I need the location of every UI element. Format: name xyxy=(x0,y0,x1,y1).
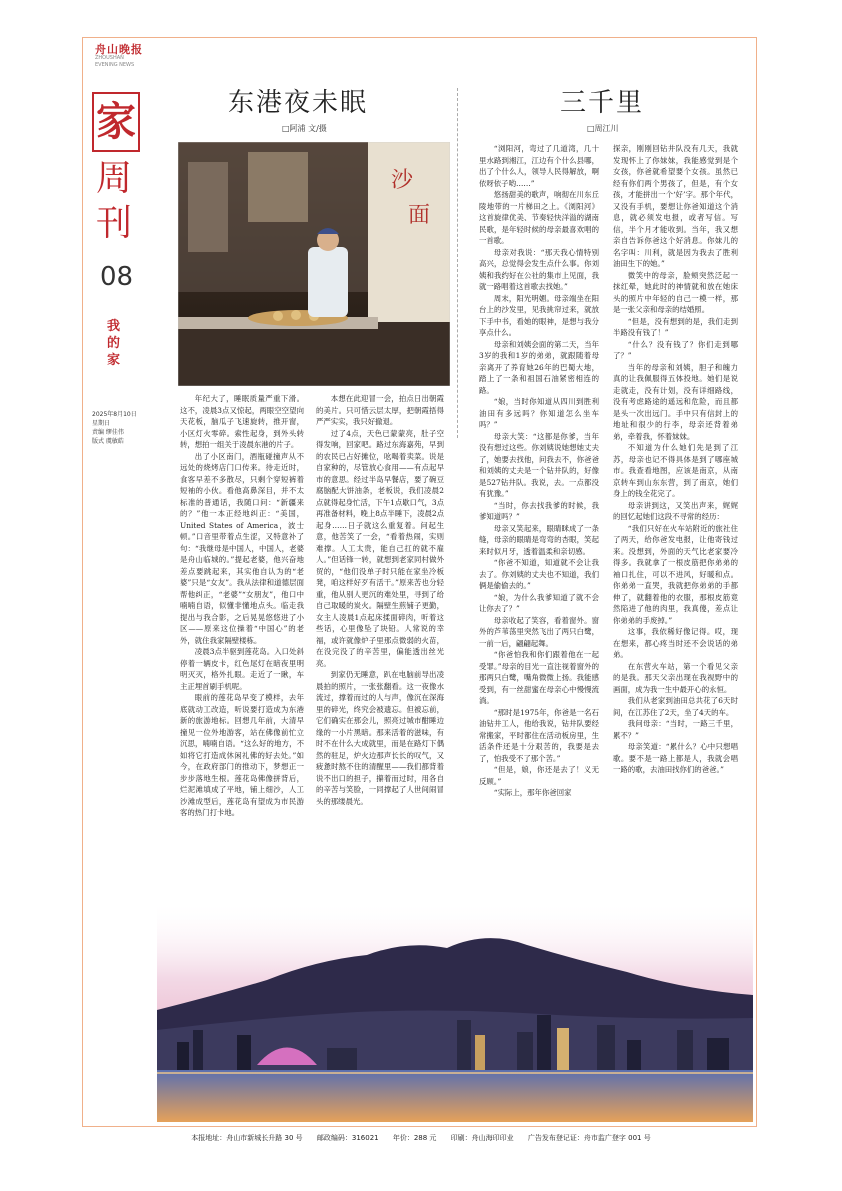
footer-license: 广告发布登记证：舟市监广登字 001 号 xyxy=(527,1134,651,1142)
article-right-title: 三千里 xyxy=(560,88,645,118)
article-right-col4: 探亲，刚刚回钻井队没有几天，我就发现怀上了你妹妹，我能感觉到是个女孩，你爸就希望要个女孩。虽然已经有你们两个男孩了，但是，有个女孩，才能拼出一个‘好’字。那个年代，又没有手机，要想让你爸知道这个消息，就必须发电报，或者写信。写信，半个月才能收到。当年，我又想亲自告诉你爸这个好消息。你妹儿的名字叫：川利，就是因为我去了胜利油田生下的她。” 微笑中的母亲，脸颊突然泛起一抹红晕，她此时的神情就和放在她床头的照片中年轻的自己一模一样，那是一张父亲和母亲的结婚照。 “但是，没有想到的是，我们走到半路没有钱了！” “什么？没有钱了？你们走到哪了？” 当年的母亲和刘姨，胆子和魄力真的让我佩服得五体投地。她们是说走就走，没有计划，没有详细路线，没有考虑路途的遥远和危险，而且都是头一次出远门。手中只有信封上的地址和很少的行李，母亲还背着弟弟，牵着我，怀着妹妹。 不知道为什么她们先是到了江苏，母亲也记不得具体是到了哪座城市。我查看地图，应该是南京，从南京转车到山东东营，到了南京，她们身上的钱全花完了。 母亲讲到这，又笑出声来，娓娓的回忆起她们这段不寻常的经历： “我们只好在火车站附近的旅社住了两天，给你爸发电报，让他寄钱过来。没想到，外面的天气比老家要冷得多。我就拿了一根皮筋把你弟弟的袖口扎住，可以不进风，好暖和点。你弟弟一直哭，我就把你弟弟的手都伸了，就翻着他的衣服，那根皮筋竟然陷进了他的肉里，我真傻，差点让你弟弟的手废掉。” 这事，我依稀好像记得。哎，现在想来，都心疼当时还不会说话的弟弟。 在东营火车站，第一个看见父亲的是我。那天父亲出现在我视野中的画面，成为我一生中最开心的永恒。 我们从老家到油田总共花了6天时间，在江苏住了2天，坐了4天的车。 我问母亲：“当时，一路三千里，累不？” 母亲笑道：“累什么？心中只想唱歌。要不是一路上都是人，我就会唱一路的歌，去油田找你们的爸爸。” xyxy=(613,144,738,774)
svg-text:面: 面 xyxy=(408,203,431,228)
issue-weekday: 星期日 xyxy=(92,420,111,427)
masthead-logo: 舟山晚报 xyxy=(95,43,143,56)
masthead-english: ZHOUSHAN EVENING NEWS xyxy=(95,55,135,68)
article-left-byline: □阿浦 文/摄 xyxy=(282,124,327,133)
footer-printer: 印刷：舟山海印印业 xyxy=(450,1134,514,1142)
skyline-illustration xyxy=(157,900,753,1122)
issue-editor: 责编 缪佳伟 xyxy=(92,429,124,436)
article-left-title: 东港夜未眠 xyxy=(228,88,369,118)
issue-meta xyxy=(92,410,137,446)
article-left-col1: 年纪大了，睡眠质量严重下滑。这不，凌晨3点又惊起，两眼空空望向天花板，脑瓜子飞速旋转，推开窗，小区灯火零碎。索性起身，到外头转转，想拍一组关于凌晨东港的片子。 出了小区南门，酒瓶碰撞声从不远处的烧烤店门口传来。待走近时，食客早差不多散尽，只剩个穿短裤着短袖的小伙。看他高鼻深目，并不太标准的普通话，我随口问：“新疆来的？”他一本正经地纠正：“美国，United States of America，波士顿。”口音里带着点生涩，又特意补了句：“我继母是中国人，中国人，老婆是舟山临城的。”提起老婆，他兴奋地差点要跳起来，其实他自认为的“老婆”只是“女友”。我从法律和道德层面帮他纠正，“老婆”“女朋友”，他口中喃喃自语，似懂非懂地点头。临走我提出与我合影，之后晃晃悠悠进了小区——原来这位操着“中国心”的老外，就住我家隔壁楼栋。 凌晨3点半驱到莲花岛。入口处斜停着一辆皮卡，红色尾灯在暗夜里明明灭灭，格外扎眼。走近了一瞅，车主正埋首刷手机呢。 眼前的莲花岛早变了模样，去年底就动工改造，听说要打造成为东港新的旅游地标。回想几年前，大清早撞见一位外地游客，站在佛像前忙立沉思，喃喃自语。“这么好的地方，不如将它打造成休闲礼佛的好去处。”如今，在政府部门的推动下，梦想正一步步落地生根。莲花岛佛像拼背后，烂泥滩填成了平地，铺上细沙，人工沙滩成型后，莲花岛有望成为市民游客的热门打卡地。 xyxy=(180,394,304,817)
footer-price: 年价：288 元 xyxy=(392,1134,437,1142)
svg-text:沙: 沙 xyxy=(391,168,414,193)
issue-date: 2025年8月10日 xyxy=(92,411,137,418)
section-kan: 刊 xyxy=(96,203,133,244)
article-photo-vendor xyxy=(178,142,450,386)
section-zhou: 周 xyxy=(96,158,133,199)
section-name: 我的家 xyxy=(107,319,121,368)
issue-layout: 版式 虞敏皓 xyxy=(92,438,124,445)
article-left-col2: 本想在此迎冒一会，拍点日出朝霞的美片。只可惜云层太厚，把朝霞捂得严严实实，我只好撤退。 过了4点，天色已蒙蒙亮，肚子空得发响，回家吧。路过东海嘉苑，早到的农民已占好摊位，吆喝着卖菜。说是自家种的，尽管放心食用——有点起早市的意思。经过半岛早餐店，要了碗豆腐脑配大饼油条，老板说，我们凌晨2点就得起身忙活，下午1点歇口气，3点再准备材料，晚上8点半睡下，凌晨2点起身……日子就这么重复着。问起生意，他苦笑了一会，“看着热闹，实则难撑。人工太贵，能自己扛的就不雇人。”但话锋一转，就想到老家同村做外贸的，“他们没单子时只能在家坐冷板凳，咱这样好歹有活干。”原来苦也分轻重，他从别人更沉的难处里，寻到了给自己取暖的炭火。隔壁生煎铺子更勤，女主人凌晨1点起床揉面碎肉，听着这些话，心里像坠了块铅。人常说的幸福，或许就像炉子里那点微弱的火苗，在没完没了的辛苦里，偏能透出丝光亮。 到家仍无睡意，趴在电脑前导出凌晨拍的照片，一张张翻看。这一夜像水流过，撑着而过的人与声，像沉在深海里的碎光，终究会被遗忘。但被忘前，它们确实在那会儿，照亮过城市酣睡边缘的一小片黑暗。那来活着的滋味，有时不在什么大成就里，而是在路灯下偶然的驻足，炉火边那声长长的叹气，又疲惫时熬不住的清醒里——我们都背着说不出口的担子，攥着而过时，用各自的辛苦与笑脸，一同撑起了人世间闹冒头的那缕晨光。 xyxy=(316,394,444,806)
footer-address: 本报地址：舟山市新城长升路 30 号 xyxy=(191,1134,303,1142)
article-right-byline: □周江川 xyxy=(587,124,619,133)
footer-postcode: 邮政编码：316021 xyxy=(316,1134,379,1142)
column-divider xyxy=(457,88,458,438)
section-jia: 家 xyxy=(92,92,140,152)
article-right-col3: “浏阳河，弯过了几道湾，几十里水路到湘江，江边有个什么县哪，出了个什么人，领导人民得解放，啊依呀依子哟……” 悠扬甜美的歌声，响彻在川东丘陵地带的一片梯田之上。《浏阳河》这首旋律优美、节奏轻快洋溢的湖南民歌，是年轻时候的母亲最喜欢唱的一首歌。 母亲对我说：“那天我心情特别高兴，总觉得会发生点什么事。你刘姨和我约好在公社的集市上见面，我就一路唱着这首歌去找她。” 周末，阳光明媚。母亲端坐在阳台上的沙发里，见我挑帘过来，就放下手中书，看她的眼神，是想与我分享点什么。 母亲和刘姨会面的第二天，当年3岁的我和1岁的弟弟，就跟随着母亲离开了养育她26年的巴蜀大地，踏上了一条和祖国石油紧密相连的路。 “娘，当时你知道从四川到胜利油田有多远吗？你知道怎么坐车吗？” 母亲大笑：“这都是你爹，当年没有想过这些。你刘姨说她想她丈夫了，她要去找他，问我去不，你爸爸和刘姨的丈夫是一个钻井队的，好像是527钻井队。我说，去。一点都没有犹豫。” “当时，你去找我爹的时候，我爹知道吗？” 母亲又笑起来，眼睛眯成了一条缝，母亲的眼睛是弯弯的杏眼，笑起来时似月牙，透着温柔和亲切感。 “你爸不知道，知道就不会让我去了。你刘姨的丈夫也不知道，我们俩是偷偷去的。” “娘，为什么我爹知道了就不会让你去了？” 母亲收起了笑容，看着窗外。窗外的芦苇荡里突然飞出了两只白鹭，一前一后，翩翩起舞。 “你爸怕我和你们跟着他在一起受罪。”母亲的目光一直注视着窗外的那两只白鹭，嘴角微微上扬。我能感受到，有一丝甜蜜在母亲心中慢慢流淌。 “那时是1975年，你爸是一名石油钻井工人，他给我说，钻井队要经常搬家，平时都住在活动板房里，生活条件还是十分艰苦的，我要是去了，怕我受不了那个苦。” “但是，娘，你还是去了！义无反顾。” “实际上，那年你爸回家 xyxy=(479,144,599,797)
footer xyxy=(0,1133,842,1143)
page-number: 08 xyxy=(100,262,134,292)
